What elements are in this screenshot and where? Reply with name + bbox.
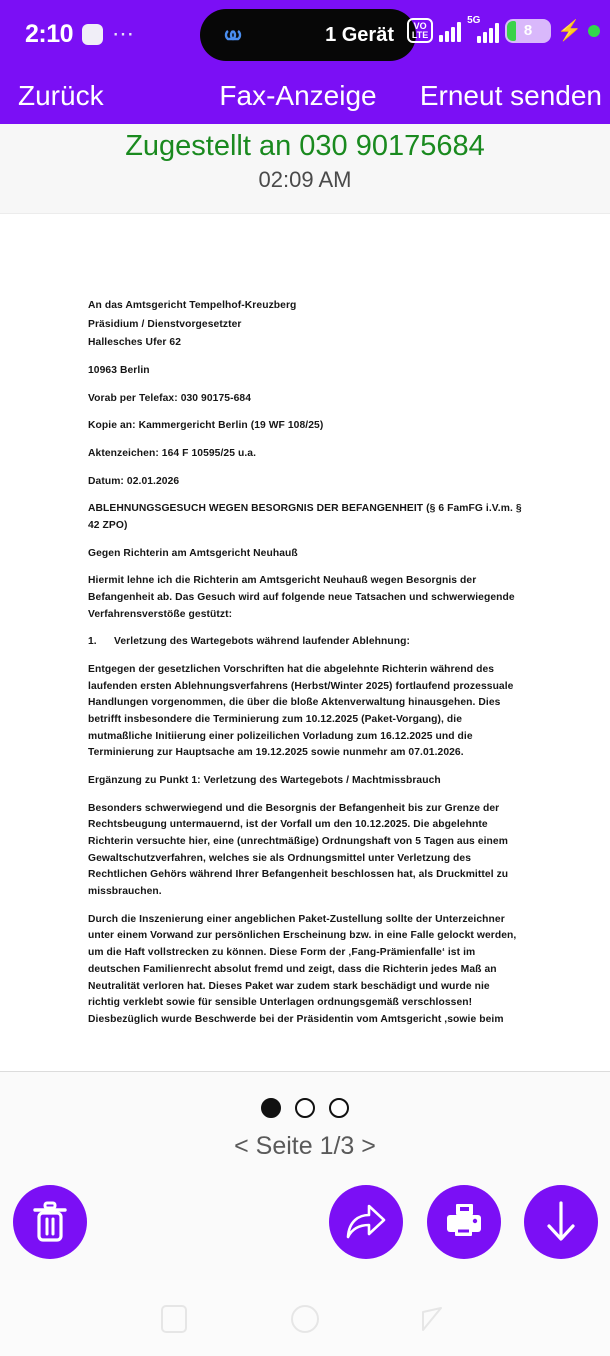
document-paragraph: Hiermit lehne ich die Richterin am Amtsgericht Neuhauß wegen Besorgnis der Befangenheit ab. Das Gesuch wird auf folgende neue Tatsachen und schwerwiegende Verfahrensverstöße gestützt: bbox=[88, 575, 515, 620]
page-dot[interactable] bbox=[261, 1098, 281, 1118]
status-bar-left bbox=[0, 20, 195, 49]
document-paragraph: Hallesches Ufer 62 bbox=[88, 337, 182, 349]
action-toolbar bbox=[0, 1183, 610, 1280]
document-paragraph: Vorab per Telefax: 030 90175-684 bbox=[88, 392, 252, 404]
resend-button[interactable]: Erneut senden bbox=[419, 80, 602, 111]
trash-icon bbox=[30, 1201, 70, 1243]
download-arrow-icon bbox=[544, 1201, 578, 1243]
battery-icon bbox=[505, 19, 551, 43]
delete-button[interactable] bbox=[13, 1185, 87, 1259]
delivery-timestamp: 02:09 AM bbox=[258, 167, 352, 192]
print-button[interactable] bbox=[427, 1185, 501, 1259]
document-paragraph: Gegen Richterin am Amtsgericht Neuhauß bbox=[88, 547, 298, 559]
volte-top-text: VO bbox=[413, 20, 427, 31]
document-paragraph: An das Amtsgericht Tempelhof-Kreuzberg bbox=[88, 300, 297, 311]
document-paragraph: Aktenzeichen: 164 F 10595/25 u.a. bbox=[88, 448, 257, 460]
printer-icon bbox=[444, 1203, 484, 1241]
app-badge-icon bbox=[82, 24, 103, 45]
dynamic-island[interactable] bbox=[200, 9, 416, 61]
fax-page-view[interactable] bbox=[0, 214, 610, 1072]
signal-bars-icon bbox=[439, 20, 461, 42]
paragraph-number: 1. bbox=[88, 636, 97, 648]
volte-bottom-text: LTE bbox=[411, 29, 429, 40]
chain-link-icon bbox=[222, 24, 250, 46]
delivery-status-text: Zugestellt an 030 90175684 bbox=[125, 130, 485, 162]
download-button[interactable] bbox=[524, 1185, 598, 1259]
page-dot[interactable] bbox=[295, 1098, 315, 1118]
status-bar bbox=[0, 0, 610, 68]
document-paragraph: ABLEHNUNGSGESUCH WEGEN BESORGNIS DER BEFANGENHEIT (§ 6 FamFG i.V.m. § 42 ZPO) bbox=[88, 503, 522, 532]
page-dots[interactable] bbox=[0, 1073, 610, 1118]
document-paragraph: Präsidium / Dienstvorgesetzter bbox=[88, 318, 242, 330]
back-triangle-icon[interactable] bbox=[415, 1304, 445, 1339]
next-page-button[interactable]: > bbox=[361, 1132, 376, 1160]
home-circle-icon[interactable] bbox=[290, 1304, 320, 1339]
page-label-text: Seite 1/3 bbox=[255, 1132, 355, 1160]
page-navigator bbox=[0, 1073, 610, 1183]
delivery-status-banner bbox=[0, 124, 610, 214]
document-paragraph: 10963 Berlin bbox=[88, 365, 150, 377]
page-title: Fax-Anzeige bbox=[219, 80, 377, 111]
battery-percent: 8 bbox=[523, 22, 533, 39]
bolt-icon: ⚡ bbox=[557, 20, 582, 42]
document-paragraph: Ergänzung zu Punkt 1: Verletzung des Wartegebots / Machtmissbrauch bbox=[88, 775, 441, 787]
page-indicator bbox=[0, 1132, 610, 1161]
document-paragraph: Besonders schwerwiegend und die Besorgnis der Befangenheit bis zur Grenze der Rechtsbeugung untermauernd, ist der Vorfall um den 10.12.2025. Die abgelehnte Richterin versuchte hier, eine (unrechtmäßige) Ordnungshaft von 5 Tagen aus einem Gewaltschutzverfahren, welches sie als Ordnungsmittel unter Verletzung des Rechtlichen Gehörs während Ihrer Befangenheit beschlossen hat, als Druckmittel zu missbrauchen. bbox=[88, 802, 509, 898]
island-device-label: 1 Gerät bbox=[325, 23, 394, 46]
status-bar-right bbox=[407, 14, 600, 43]
back-button[interactable]: Zurück bbox=[18, 80, 104, 111]
document-paragraph: Durch die Inszenierung einer angeblichen Paket-Zustellung sollte der Unterzeichner unter einem Vorwand zur persönlichen Erscheinung bzw. in eine Falle gelockt werden, um die Haft vollstrecken zu können. Diese Form der ‚Fang-Prämienfalle‘ ist im deutschen Familienrecht absolut fremd und zeigt, dass die Richterin jedes Maß an Neutralität verloren hat. Dieses Paket war zudem stark beschädigt und wurde nie richtig verklebt sowie für sensible Unterlagen ordnungsgemäß verschlossen! Diesbezüglich wurde Beschwerde bei der Präsidentin vom Amtsgericht ,sowie beim bbox=[88, 913, 517, 1025]
green-status-dot bbox=[588, 25, 600, 37]
document-paragraph: Kopie an: Kammergericht Berlin (19 WF 108/25) bbox=[88, 420, 324, 432]
recents-square-icon[interactable] bbox=[160, 1304, 188, 1339]
network-5g-icon bbox=[467, 14, 499, 43]
document-body bbox=[88, 298, 522, 1040]
page-dot[interactable] bbox=[329, 1098, 349, 1118]
document-paragraph: Datum: 02.01.2026 bbox=[88, 475, 180, 487]
volte-icon bbox=[407, 18, 433, 43]
page-bottom-divider bbox=[0, 1071, 610, 1072]
share-button[interactable] bbox=[329, 1185, 403, 1259]
android-navigation-bar bbox=[0, 1280, 610, 1356]
share-arrow-icon bbox=[344, 1202, 388, 1242]
app-navigation-bar bbox=[0, 68, 610, 124]
prev-page-button[interactable]: < bbox=[234, 1132, 249, 1160]
document-paragraph: 1. Verletzung des Wartegebots während laufender Ablehnung: bbox=[88, 634, 522, 651]
status-clock: 2:10 bbox=[25, 19, 74, 48]
network-label: 5G bbox=[467, 14, 481, 26]
document-paragraph: Entgegen der gesetzlichen Vorschriften hat die abgelehnte Richterin während des laufenden ersten Ablehnungsverfahrens (Herbst/Winter 2025) fortlaufend prozessuale Handlungen vorgenommen, die über die bloße Aktenverwaltung hinausgehen. Dies betrifft insbesondere die Terminierung zum 10.12.2025 (Paket-Vorgang), die mutmaßliche Initiierung einer polizeilichen Vorladung zum 16.12.2025 und die Terminierung zur Hauptsache am 19.12.2025 sowie nunmehr am 07.01.2026. bbox=[88, 664, 514, 759]
more-horizontal-icon: ⋯ bbox=[112, 21, 136, 46]
